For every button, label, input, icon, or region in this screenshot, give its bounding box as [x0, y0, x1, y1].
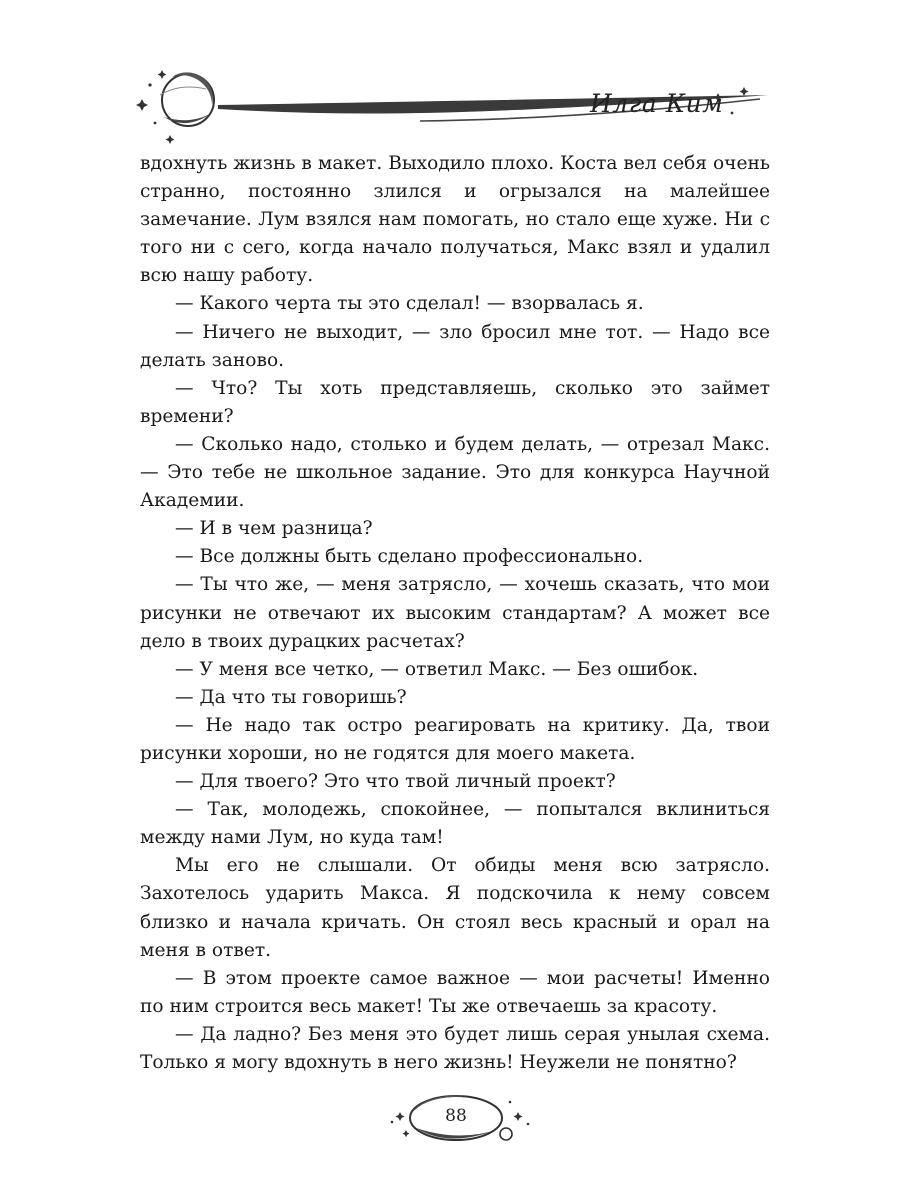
paragraph: — Да ладно? Без меня это будет лишь серая унылая схема. Только я могу вдохнуть в него жизнь! Неужели не понятно? [140, 1023, 770, 1073]
paragraph: — Сколько надо, столько и будем делать, — отрезал Макс. — Это тебе не школьное задание. Это для конкурса Научной Академии. [140, 433, 770, 512]
running-head: Илга Ким [590, 89, 724, 118]
paragraph: — У меня все четко, — ответил Макс. — Без ошибок. [175, 658, 699, 680]
paragraph: Мы его не слышали. От обиды меня всю затрясло. Захотелось ударить Макса. Я подскочила к нему совсем близко и начала кричать. Он стоял весь красный и орал на меня в ответ. [140, 855, 770, 961]
paragraph: вдохнуть жизнь в макет. Выходило плохо. Коста вел себя очень странно, постоянно злился и огрызался на малейшее замечание. Лум взялся нам помогать, но стало еще хуже. Ни с того ни с сего, когда начало получаться, Макс взял и удалил всю нашу работу. [140, 153, 770, 287]
paragraph: — И в чем разница? [175, 518, 373, 540]
paragraph: — Какого черта ты это сделал! — взорвалась я. [175, 293, 644, 315]
paragraph: — Так, молодежь, спокойнее, — попытался вклиниться между нами Лум, но куда там! [140, 799, 770, 849]
paragraph: — Не надо так остро реагировать на критику. Да, твои рисунки хороши, но не годятся для моего макета. [140, 714, 770, 764]
paragraph: — Ты что же, — меня затрясло, — хочешь сказать, что мои рисунки не отвечают их высоким стандартам? А может все дело в твоих дурацких расчетах? [140, 574, 770, 652]
body-text [140, 150, 770, 1077]
paragraph: — В этом проекте самое важное — мои расчеты! Именно по ним строится весь макет! Ты же отвечаешь за красоту. [140, 967, 770, 1017]
paragraph: — Для твоего? Это что твой личный проект? [175, 771, 616, 793]
paragraph: — Ничего не выходит, — зло бросил мне тот. — Надо все делать заново. [140, 321, 770, 371]
page-header [120, 55, 790, 145]
page-number: 88 [445, 1106, 467, 1126]
paragraph: — Все должны быть сделано профессионально. [175, 546, 644, 568]
page-footer [378, 1090, 538, 1150]
paragraph: — Что? Ты хоть представляешь, сколько это займет времени? [140, 377, 770, 427]
paragraph: — Да что ты говоришь? [175, 686, 407, 708]
